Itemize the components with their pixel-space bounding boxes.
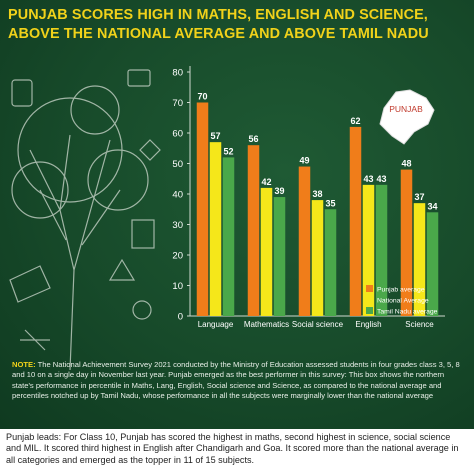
bar-tamil-nadu — [274, 197, 286, 316]
y-tick-label: 30 — [172, 220, 183, 231]
data-label: 34 — [427, 201, 438, 212]
y-tick-label: 0 — [177, 311, 183, 323]
x-tick-label: Mathematics — [243, 320, 290, 329]
title-line-2: ABOVE THE NATIONAL AVERAGE AND ABOVE TAMIL NADU — [8, 26, 429, 42]
y-tick-label: 10 — [172, 281, 183, 292]
map-label: PUNJAB — [389, 104, 423, 114]
data-label: 52 — [223, 146, 234, 157]
data-label: 49 — [299, 155, 310, 166]
bar-punjab — [350, 127, 362, 316]
x-tick-label: English — [355, 320, 382, 329]
data-label: 39 — [274, 186, 285, 197]
y-tick-label: 20 — [172, 250, 183, 262]
data-label: 62 — [350, 115, 361, 126]
x-tick-label: Social science — [291, 320, 344, 329]
bar-tamil-nadu — [376, 185, 388, 316]
y-tick-label: 50 — [172, 159, 183, 170]
note-text: The National Achievement Survey 2021 conducted by the Ministry of Education assessed students in four grades class 3, 5, 8 and 10 on a single day in November last year. Punjab emerged as the best performer in this survey: This box shows the northern state's performance in percentile in Maths, Lang, English, Social science and Science, as compared to the national average and percentiles notched up by Tamil Nadu, whose performance in all the subjects were marginally lower than the national average — [12, 360, 460, 401]
legend-label: National Average — [377, 297, 429, 305]
bar-tamil-nadu — [223, 157, 235, 316]
bar-punjab — [248, 145, 260, 316]
data-label: 37 — [414, 192, 425, 203]
bar-punjab — [401, 170, 413, 316]
legend-label: Tamil Nadu average — [377, 308, 438, 316]
data-label: 57 — [210, 131, 221, 142]
y-tick-label: 80 — [172, 67, 183, 79]
footer-caption — [0, 429, 474, 474]
data-label: 48 — [401, 158, 412, 169]
data-label: 38 — [312, 189, 323, 200]
y-tick-label: 40 — [172, 189, 183, 201]
bar-national — [312, 200, 324, 316]
bar-tamil-nadu — [325, 209, 337, 316]
legend-swatch — [366, 285, 373, 292]
y-tick-label: 60 — [172, 128, 183, 140]
y-tick-label: 70 — [172, 98, 183, 109]
data-label: 43 — [363, 173, 374, 184]
data-label: 42 — [261, 176, 272, 187]
footer-text: Punjab leads: For Class 10, Punjab has scored the highest in maths, second highest in science, social science and MIL. It scored third highest in English after Chandigarh and Goa. It scored more than the national average in all categories and emerged as the topper in 11 of 15 subjects. — [6, 432, 459, 465]
note-label: NOTE: — [12, 360, 36, 369]
legend-swatch — [366, 307, 373, 314]
data-label: 35 — [325, 198, 336, 209]
title-line-1: PUNJAB SCORES HIGH IN MATHS, ENGLISH AND SCIENCE, — [8, 7, 428, 23]
bar-punjab — [197, 103, 209, 317]
data-label: 43 — [376, 173, 387, 184]
data-label: 70 — [197, 91, 208, 102]
bar-national — [210, 142, 222, 316]
legend-swatch — [366, 296, 373, 303]
survey-note — [12, 360, 464, 402]
x-tick-label: Science — [405, 320, 434, 329]
legend-label: Punjab average — [377, 286, 425, 294]
data-label: 56 — [248, 134, 259, 145]
bar-national — [261, 188, 273, 316]
x-tick-label: Language — [197, 320, 234, 329]
bar-punjab — [299, 167, 311, 316]
